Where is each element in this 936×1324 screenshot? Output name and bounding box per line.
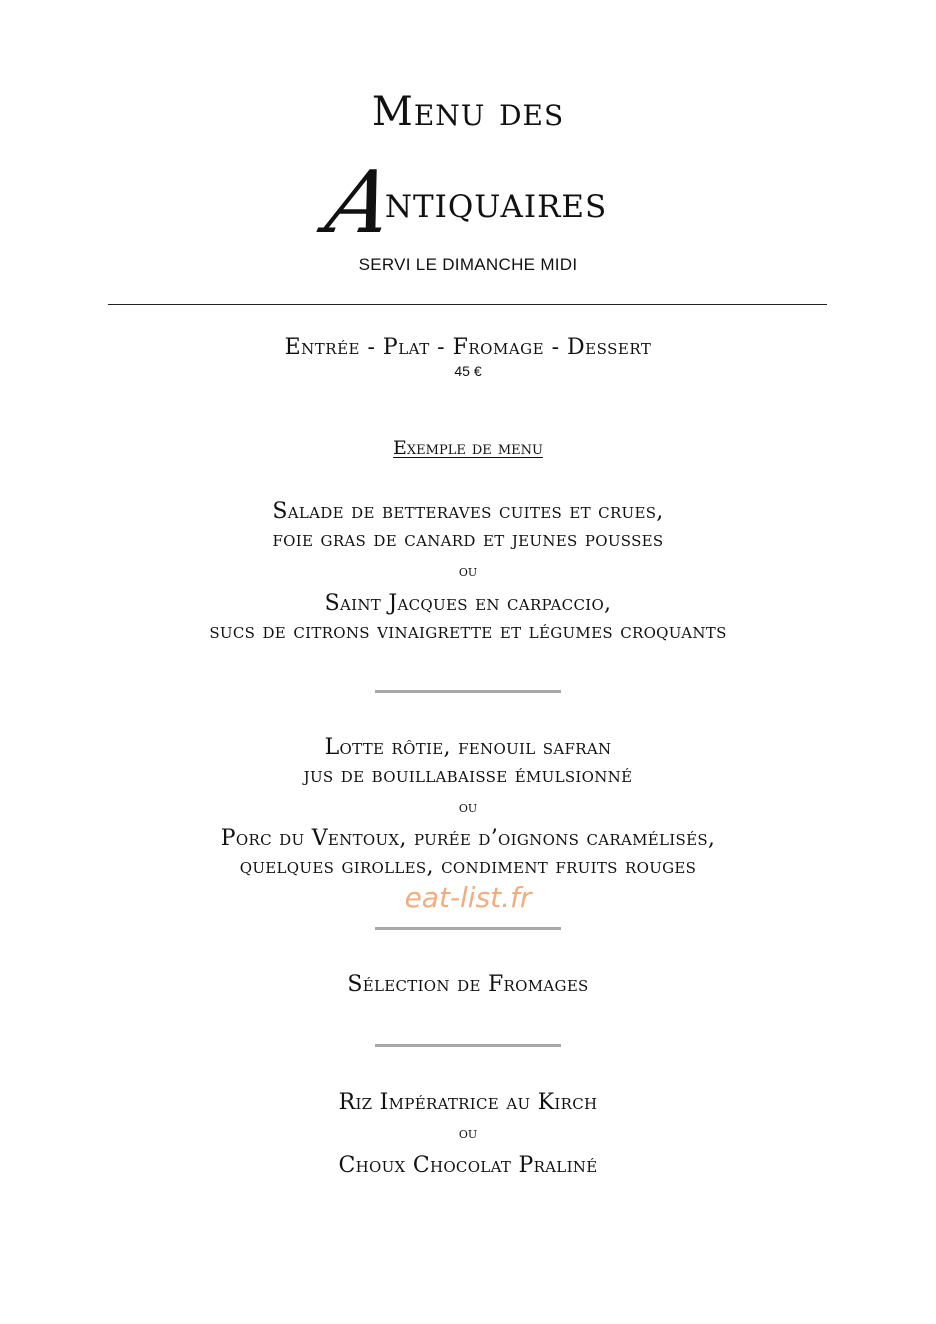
starter-1-line-2: foie gras de canard et jeunes pousses xyxy=(272,527,664,552)
starter-1-line-1: Salade de betteraves cuites et crues, xyxy=(272,499,664,524)
formula-price: 45 € xyxy=(454,363,482,379)
main-2-line-1: Porc du Ventoux, purée d’oignons caramélisés, xyxy=(220,826,716,851)
formula-courses: Entrée - Plat - Fromage - Dessert xyxy=(284,335,652,360)
watermark: eat-list.fr xyxy=(404,881,532,914)
main-or: ou xyxy=(458,798,478,816)
main-2-line-2: quelques girolles, condiment fruits rouges xyxy=(239,854,697,879)
example-heading-text: Exemple de menu xyxy=(393,437,543,459)
subtitle: SERVI LE DIMANCHE MIDI xyxy=(358,255,578,274)
starter-2-line-1: Saint Jacques en carpaccio, xyxy=(324,591,612,616)
title-line-2 xyxy=(0,153,936,253)
title-rest: ntiquaires xyxy=(384,177,608,228)
main-1-line-2: jus de bouillabaisse émulsionné xyxy=(303,763,633,788)
dessert-1: Riz Impératrice au Kirch xyxy=(338,1090,598,1115)
title-line-1: Menu des xyxy=(371,89,565,135)
header-divider xyxy=(108,304,827,305)
section-separator xyxy=(375,690,561,693)
example-heading xyxy=(0,436,936,460)
starter-2-line-2: sucs de citrons vinaigrette et légumes croquants xyxy=(209,619,727,644)
dessert-or: ou xyxy=(458,1124,478,1142)
dessert-2: Choux Chocolat Praliné xyxy=(338,1153,598,1178)
title-initial: A xyxy=(318,153,402,253)
starter-or: ou xyxy=(458,562,478,580)
main-1-line-1: Lotte rôtie, fenouil safran xyxy=(324,735,612,760)
cheese-course: Sélection de Fromages xyxy=(347,972,589,997)
section-separator xyxy=(375,1044,561,1047)
title-wordmark xyxy=(318,153,608,253)
section-separator xyxy=(375,927,561,930)
